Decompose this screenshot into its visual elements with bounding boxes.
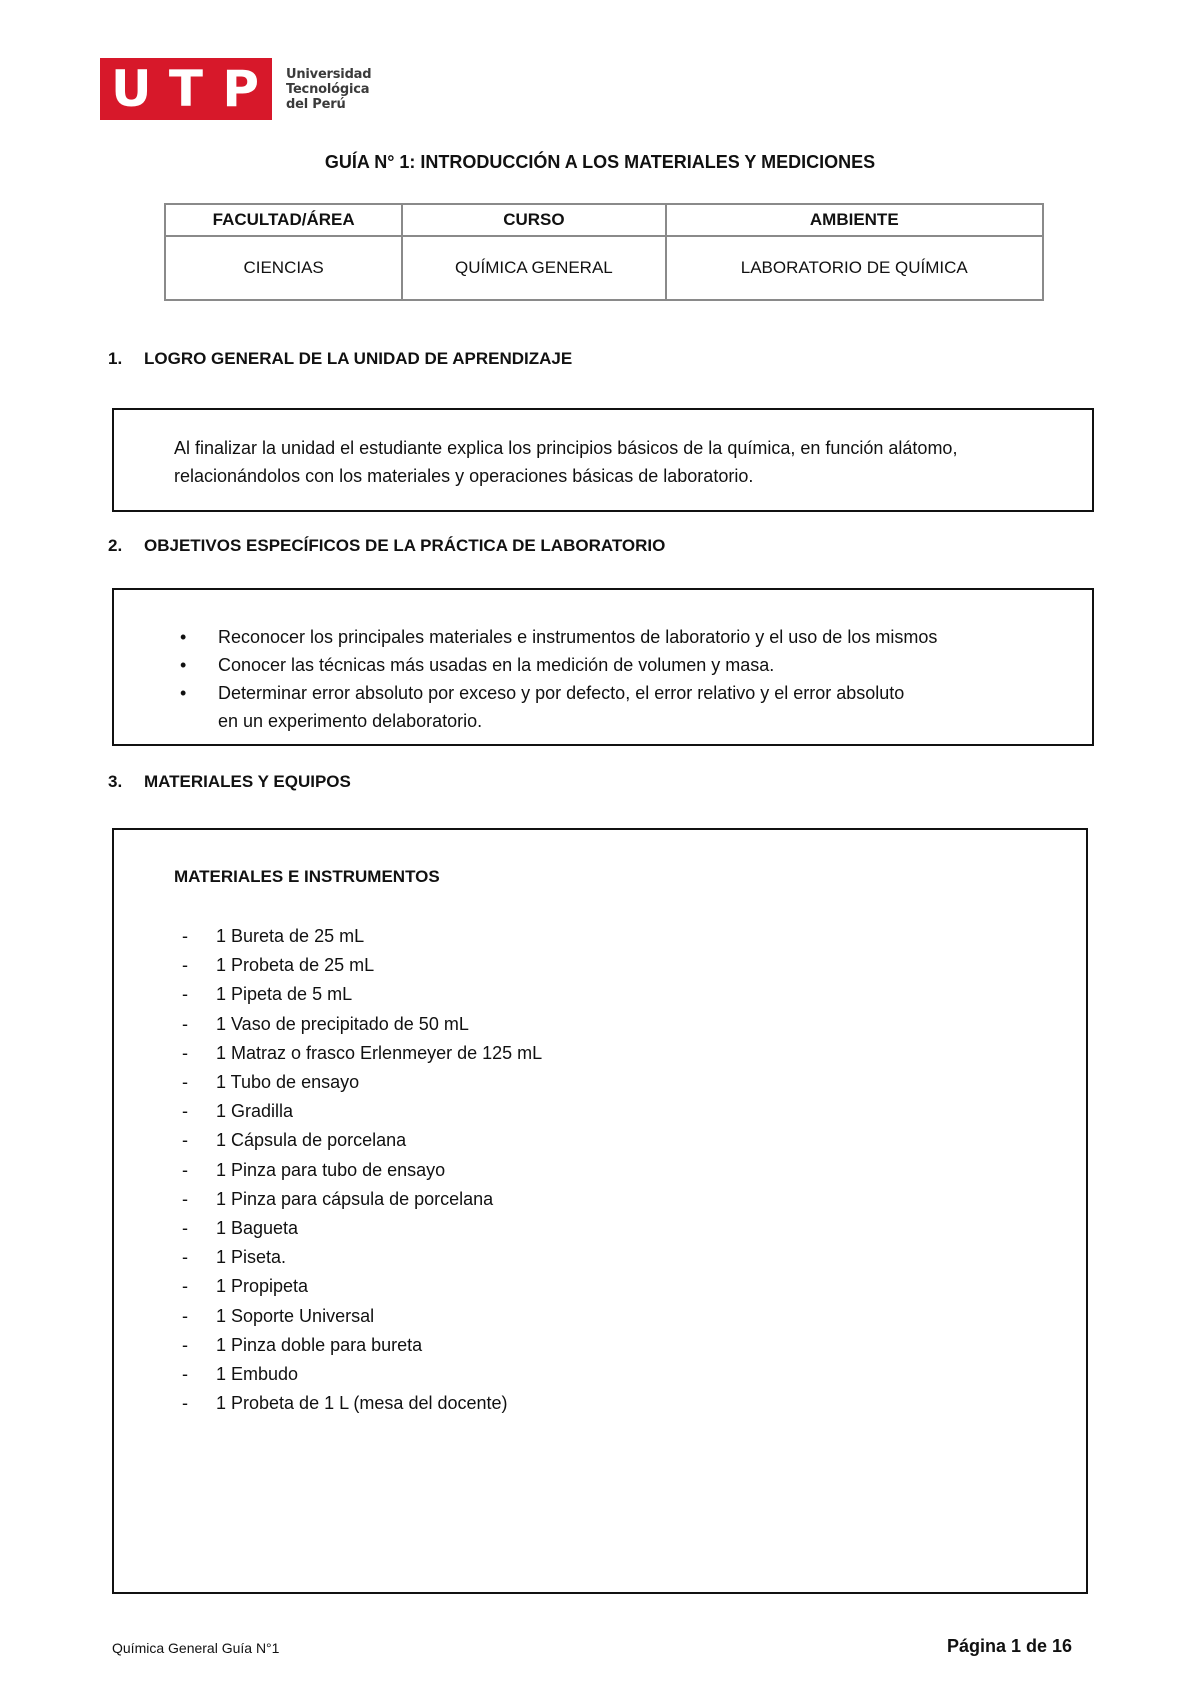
- list-item: [182, 1389, 542, 1418]
- value-facultad: CIENCIAS: [165, 236, 402, 300]
- list-item: [182, 1331, 542, 1360]
- bullet-icon: •: [180, 683, 187, 703]
- logo-letter-u: U: [106, 64, 156, 114]
- dash-icon: -: [182, 1042, 188, 1063]
- material-item-text: 1 Matraz o frasco Erlenmeyer de 125 mL: [216, 1042, 543, 1063]
- dash-icon: -: [182, 1159, 188, 1180]
- info-table-header-row: [165, 204, 1043, 236]
- section-title: LOGRO GENERAL DE LA UNIDAD DE APRENDIZAJE: [144, 349, 573, 368]
- list-item-continuation: [174, 707, 1072, 735]
- material-item-text: 1 Tubo de ensayo: [216, 1072, 360, 1093]
- materiales-heading: MATERIALES E INSTRUMENTOS: [174, 867, 440, 886]
- list-item: [182, 1243, 542, 1272]
- list-item: [182, 922, 542, 951]
- section-number: 1.: [108, 349, 123, 368]
- footer-page-number: Página 1 de 16: [946, 1636, 1072, 1656]
- dash-icon: -: [182, 1218, 188, 1239]
- bullet-icon: •: [180, 655, 187, 675]
- objetivo-text: Conocer las técnicas más usadas en la medición de volumen y masa.: [218, 655, 775, 675]
- logo-text-line: Universidad: [286, 66, 372, 82]
- materiales-box: [112, 828, 1088, 1594]
- material-item-text: 1 Pinza para tubo de ensayo: [216, 1159, 446, 1180]
- section-heading-logro: [108, 349, 572, 369]
- material-item-text: 1 Gradilla: [216, 1101, 294, 1122]
- dash-icon: -: [182, 955, 188, 976]
- list-item: [182, 1068, 542, 1097]
- list-item: [182, 1156, 542, 1185]
- list-item: [182, 1126, 542, 1155]
- material-item-text: 1 Probeta de 25 mL: [216, 955, 375, 976]
- dash-icon: -: [182, 926, 188, 946]
- material-item-text: 1 Bureta de 25 mL: [216, 926, 365, 946]
- list-item: [182, 980, 542, 1009]
- logo-text-line: del Perú: [286, 96, 346, 112]
- bullet-icon: •: [180, 627, 187, 647]
- list-item: [182, 1360, 542, 1389]
- dash-icon: -: [182, 1247, 188, 1268]
- list-item: [182, 951, 542, 980]
- materiales-list: [182, 922, 542, 1418]
- info-table-value-row: [165, 236, 1043, 300]
- list-item: [174, 679, 1072, 707]
- header-curso: CURSO: [402, 204, 665, 236]
- section-title: MATERIALES Y EQUIPOS: [144, 772, 351, 791]
- dash-icon: -: [182, 1101, 188, 1122]
- list-item: [182, 1272, 542, 1301]
- list-item: [174, 651, 1072, 679]
- list-item: [182, 1039, 542, 1068]
- utp-logo: [100, 58, 371, 120]
- objetivos-box: [112, 588, 1094, 746]
- page-title: GUÍA N° 1: INTRODUCCIÓN A LOS MATERIALES Y MEDICIONES: [324, 152, 876, 172]
- dash-icon: -: [182, 1072, 188, 1093]
- logo-letter-p: P: [216, 64, 266, 114]
- value-ambiente: LABORATORIO DE QUÍMICA: [666, 236, 1043, 300]
- info-table: [164, 203, 1044, 301]
- material-item-text: 1 Probeta de 1 L (mesa del docente): [216, 1393, 508, 1414]
- material-item-text: 1 Pipeta de 5 mL: [216, 984, 353, 1005]
- dash-icon: -: [182, 1305, 188, 1326]
- material-item-text: 1 Propipeta: [216, 1276, 309, 1297]
- value-curso: QUÍMICA GENERAL: [402, 236, 665, 300]
- section-number: 3.: [108, 772, 123, 791]
- logro-line: Al finalizar la unidad el estudiante explica los principios básicos de la química, en función alátomo,: [174, 438, 958, 458]
- objetivo-text: Determinar error absoluto por exceso y por defecto, el error relativo y el error absoluto: [218, 683, 905, 703]
- list-item: [182, 1302, 542, 1331]
- section-number: 2.: [108, 536, 123, 555]
- section-heading-materiales: [108, 772, 351, 792]
- list-item: [174, 623, 1072, 651]
- footer-doc-name: Química General Guía N°1: [112, 1640, 280, 1656]
- material-item-text: 1 Pinza para cápsula de porcelana: [216, 1188, 494, 1209]
- header-facultad: FACULTAD/ÁREA: [165, 204, 402, 236]
- dash-icon: -: [182, 1013, 188, 1034]
- dash-icon: -: [182, 1130, 188, 1151]
- dash-icon: -: [182, 984, 188, 1005]
- material-item-text: 1 Piseta.: [216, 1247, 287, 1268]
- logro-text: [174, 434, 1072, 490]
- utp-logo-block: [100, 58, 272, 120]
- material-item-text: 1 Soporte Universal: [216, 1305, 375, 1326]
- section-heading-objetivos: [108, 536, 665, 556]
- material-item-text: 1 Bagueta: [216, 1218, 299, 1239]
- objetivo-text: en un experimento delaboratorio.: [218, 711, 483, 731]
- logo-text: [286, 67, 371, 112]
- list-item: [182, 1010, 542, 1039]
- material-item-text: 1 Pinza doble para bureta: [216, 1334, 423, 1355]
- section-title: OBJETIVOS ESPECÍFICOS DE LA PRÁCTICA DE LABORATORIO: [144, 536, 666, 555]
- material-item-text: 1 Cápsula de porcelana: [216, 1130, 407, 1151]
- dash-icon: -: [182, 1364, 188, 1385]
- list-item: [182, 1214, 542, 1243]
- dash-icon: -: [182, 1334, 188, 1355]
- logo-text-line: Tecnológica: [286, 81, 370, 97]
- logro-line: relacionándolos con los materiales y operaciones básicas de laboratorio.: [174, 466, 754, 486]
- material-item-text: 1 Embudo: [216, 1364, 299, 1385]
- dash-icon: -: [182, 1188, 188, 1209]
- objetivos-list: [174, 623, 1072, 735]
- logo-letter-t: T: [161, 64, 211, 114]
- header-ambiente: AMBIENTE: [666, 204, 1043, 236]
- dash-icon: -: [182, 1276, 188, 1297]
- dash-icon: -: [182, 1393, 188, 1414]
- list-item: [182, 1185, 542, 1214]
- list-item: [182, 1097, 542, 1126]
- logro-box: [112, 408, 1094, 512]
- material-item-text: 1 Vaso de precipitado de 50 mL: [216, 1013, 469, 1034]
- objetivo-text: Reconocer los principales materiales e instrumentos de laboratorio y el uso de los mismos: [218, 627, 938, 647]
